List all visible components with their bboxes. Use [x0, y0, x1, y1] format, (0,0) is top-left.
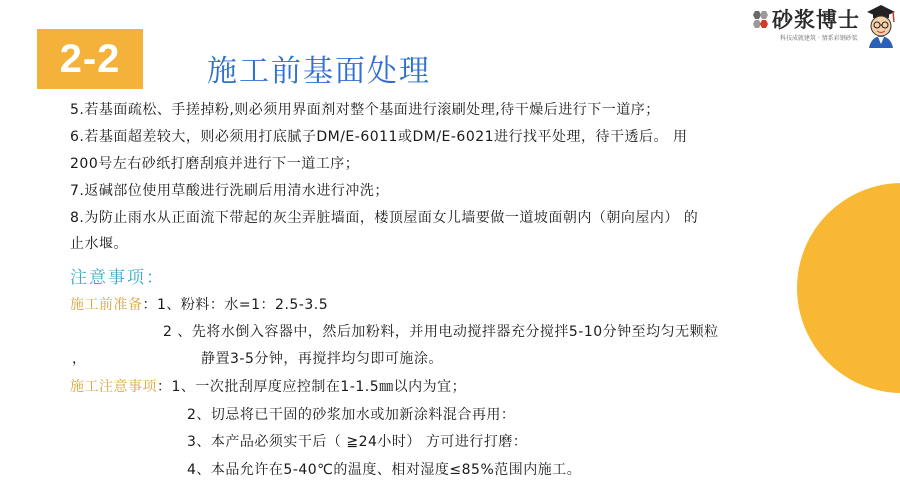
slide-number-badge: 2-2 — [37, 29, 143, 89]
notes-heading: 注意事项： — [70, 268, 165, 288]
step-6-continued: 200号左右砂纸打磨刮痕并进行下一道工序； — [70, 156, 360, 172]
prep-item-2-comma: ， — [72, 351, 87, 367]
decorative-circle — [797, 183, 900, 393]
prep-item-2-continued: 静置3-5分钟，再搅拌均匀即可施涂。 — [201, 351, 443, 367]
step-5: 5.若基面疏松、手搓掉粉,则必须用界面剂对整个基面进行滚刷处理,待干燥后进行下一道序； — [70, 102, 660, 118]
caution-item-1: ：1、一次批刮厚度应控制在1-1.5㎜以内为宜； — [157, 379, 467, 395]
logo-slogan: 科技成就建筑 · 情系彩钢砂浆 — [780, 35, 858, 42]
caution-label: 施工注意事项 — [70, 379, 157, 395]
page-title: 施工前基面处理 — [207, 54, 431, 89]
prep-line-1 — [70, 294, 328, 314]
step-7: 7.返碱部位使用草酸进行洗刷后用清水进行冲洗； — [70, 183, 389, 199]
prep-label: 施工前准备 — [70, 297, 143, 313]
step-6: 6.若基面超差较大，则必须用打底腻子DM/E-6011或DM/E-6021进行找平处理，待干透后。 用 — [70, 129, 688, 145]
prep-item-2: 2 、先将水倒入容器中，然后加粉料，并用电动搅拌器充分搅拌5-10分钟至均匀无颗粒 — [163, 324, 719, 340]
step-8: 8.为防止雨水从正面流下带起的灰尘弄脏墙面，楼顶屋面女儿墙要做一道坡面朝内（朝向屋内） 的 — [70, 210, 699, 226]
hexagon-logo-icon — [749, 8, 771, 30]
prep-item-1: ：1、粉料：水=1：2.5-3.5 — [142, 297, 329, 313]
caution-line-1 — [70, 376, 466, 396]
step-8-continued: 止水堰。 — [70, 236, 128, 252]
doctor-mascot-icon — [863, 2, 899, 48]
caution-item-3: 3、本产品必须实干后（ ≧24小时） 方可进行打磨： — [187, 434, 528, 450]
caution-item-4: 4、本品允许在5-40℃的温度、相对湿度≤85%范围内施工。 — [187, 462, 582, 478]
logo-name: 砂浆博士 — [772, 8, 860, 32]
brand-logo — [743, 0, 900, 50]
caution-item-2: 2、切忌将已干固的砂浆加水或加新涂料混合再用： — [187, 407, 516, 423]
